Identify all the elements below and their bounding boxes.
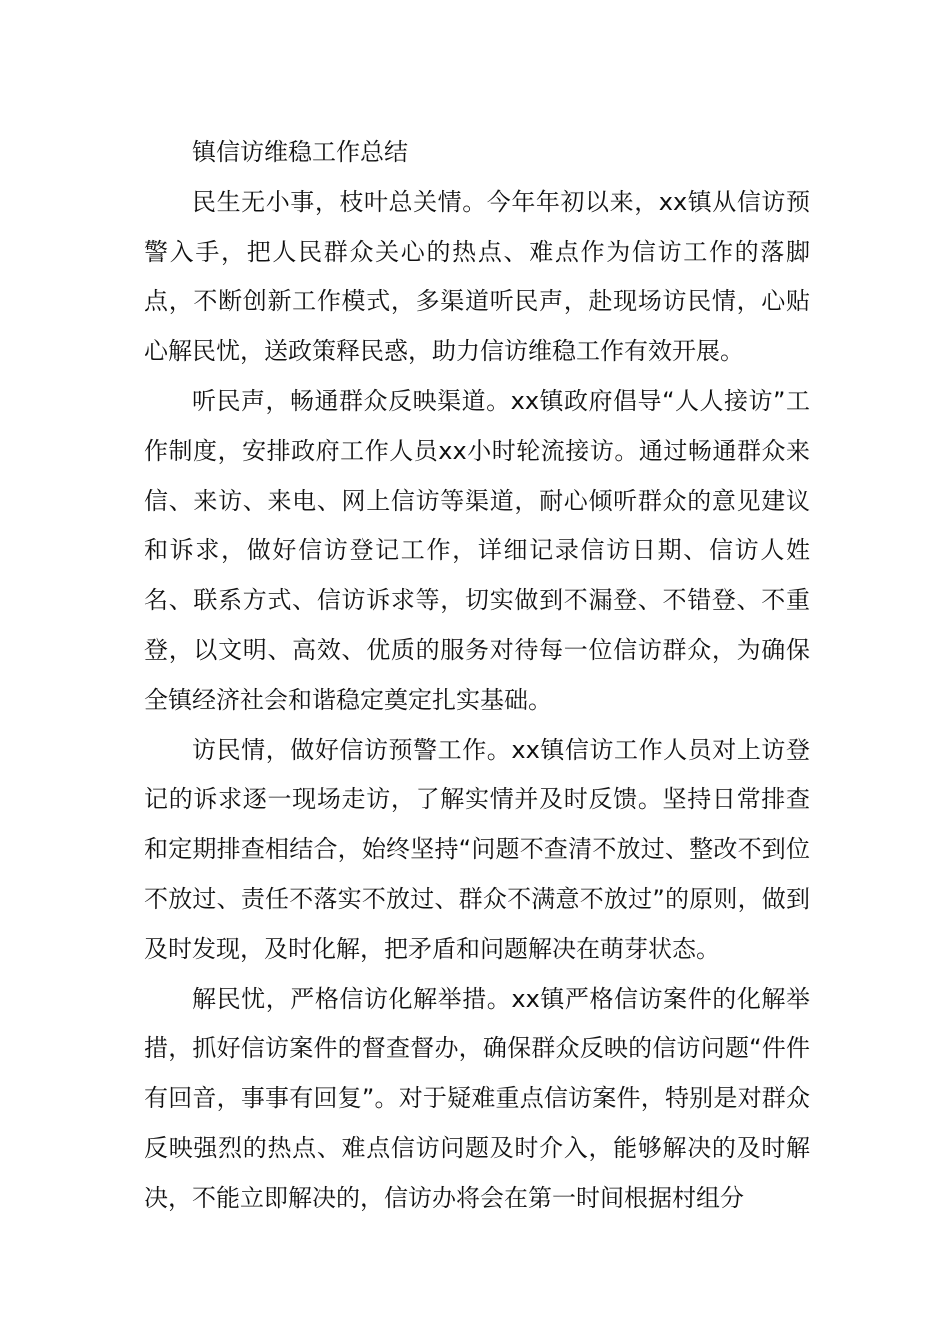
document-title: 镇信访维稳工作总结 <box>192 138 408 166</box>
paragraph-resolve: 解民忧，严格信访化解举措。xx镇严格信访案件的化解举措，抓好信访案件的督查督办，确保群众反映的信访问题“件件有回音，事事有回复”。对于疑难重点信访案件，特别是对群众反映强烈的热点、难点信访问题及时介入，能够解决的及时解决，不能立即解决的，信访办将会在第一时间根据村组分 <box>144 984 810 1212</box>
paragraph-listen: 听民声，畅通群众反映渠道。xx镇政府倡导“人人接访”工作制度，安排政府工作人员xx小时轮流接访。通过畅通群众来信、来访、来电、网上信访等渠道，耐心倾听群众的意见建议和诉求，做好信访登记工作，详细记录信访日期、信访人姓名、联系方式、信访诉求等，切实做到不漏登、不错登、不重登，以文明、高效、优质的服务对待每一位信访群众，为确保全镇经济社会和谐稳定奠定扎实基础。 <box>144 386 810 714</box>
paragraph-intro: 民生无小事，枝叶总关情。今年年初以来，xx镇从信访预警入手，把人民群众关心的热点、难点作为信访工作的落脚点，不断创新工作模式，多渠道听民声，赴现场访民情，心贴心解民忧，送政策释民惑，助力信访维稳工作有效开展。 <box>144 187 810 366</box>
paragraph-visit: 访民情，做好信访预警工作。xx镇信访工作人员对上访登记的诉求逐一现场走访，了解实情并及时反馈。坚持日常排查和定期排查相结合，始终坚持“问题不查清不放过、整改不到位不放过、责任不落实不放过、群众不满意不放过”的原则，做到及时发现，及时化解，把矛盾和问题解决在萌芽状态。 <box>144 735 810 963</box>
document-body <box>144 128 810 1224</box>
